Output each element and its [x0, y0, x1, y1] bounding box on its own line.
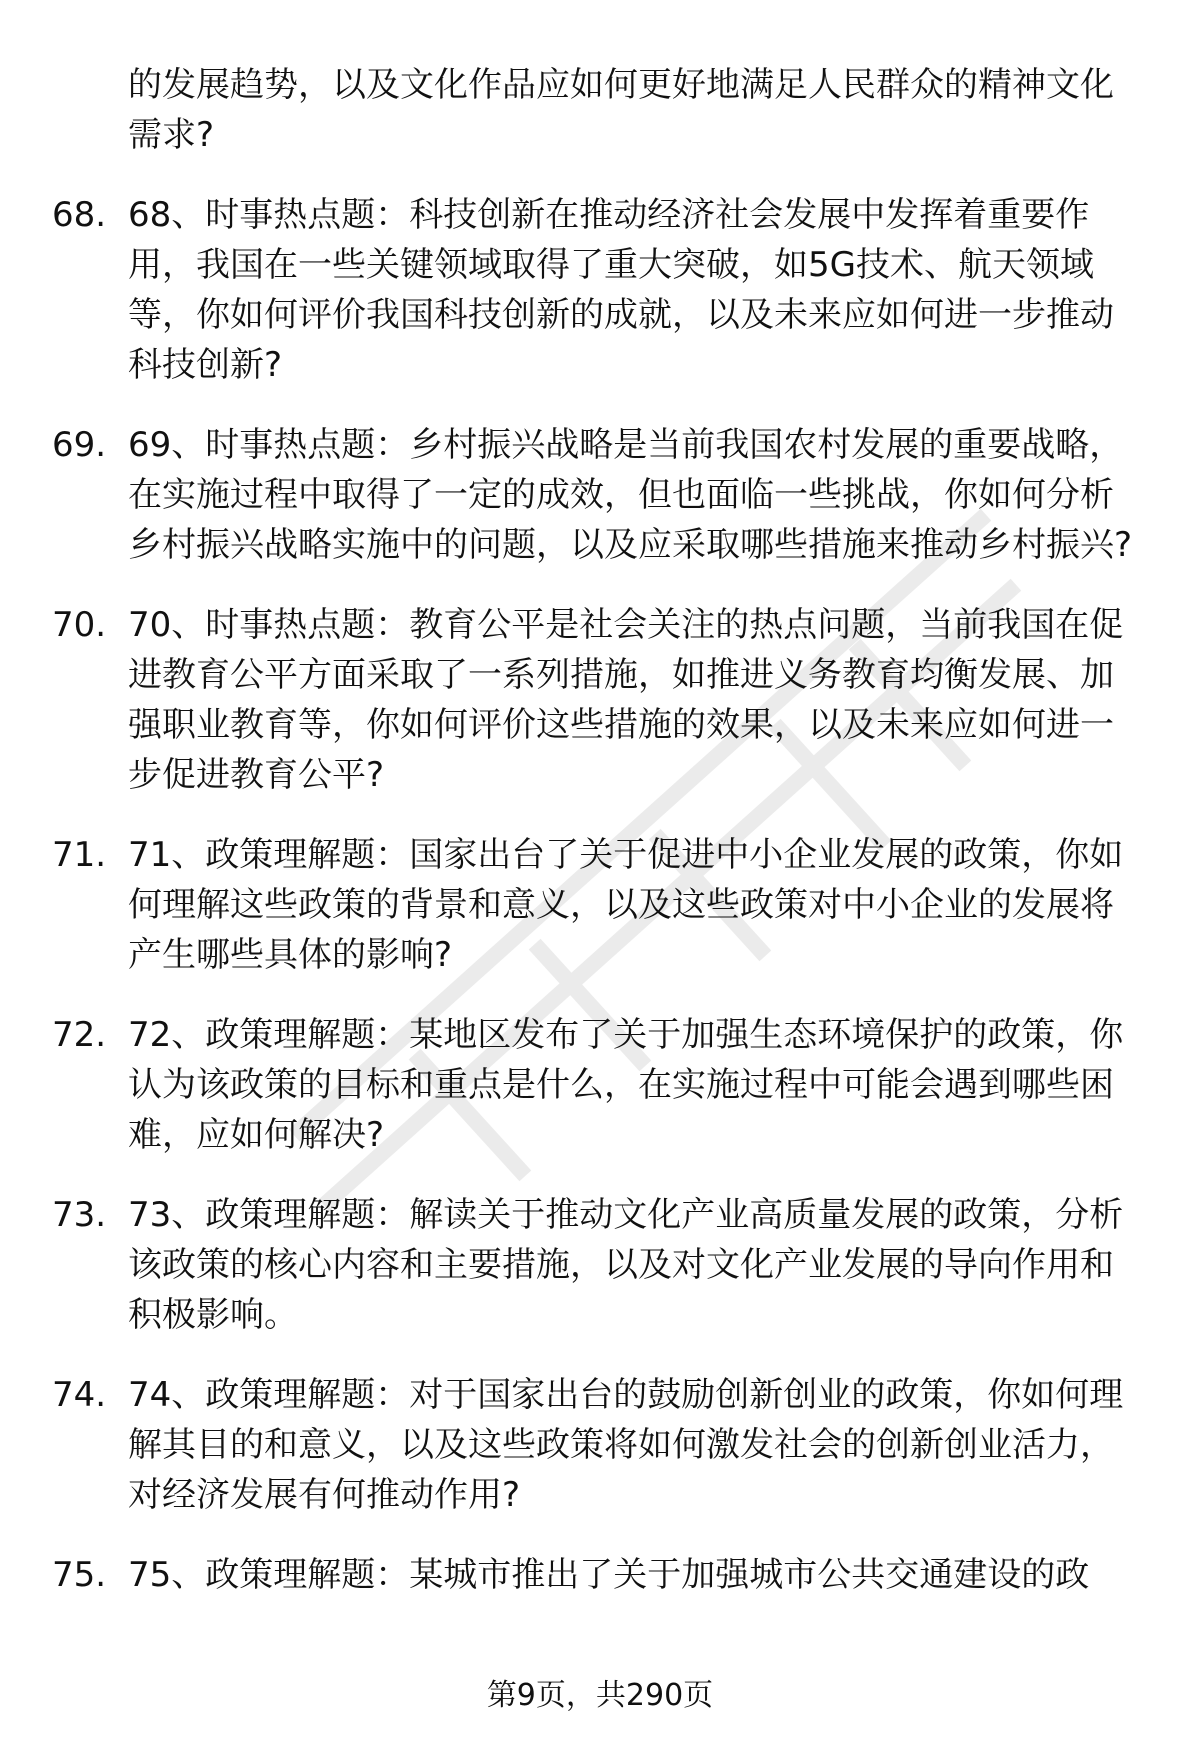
question-item: [0, 600, 1140, 800]
question-text: 68、时事热点题：科技创新在推动经济社会发展中发挥着重要作用，我国在一些关键领域取得了重大突破，如5G技术、航天领域等，你如何评价我国科技创新的成就，以及未来应如何进一步推动科技创新?: [128, 195, 1114, 385]
page-footer: 第9页，共290页: [486, 1678, 714, 1713]
question-number: 74.: [52, 1375, 107, 1415]
question-item: [0, 1010, 1140, 1160]
question-item: [0, 190, 1140, 390]
question-text: 75、政策理解题：某城市推出了关于加强城市公共交通建设的政: [128, 1555, 1090, 1595]
question-number: 68.: [52, 195, 107, 235]
question-number: 71.: [52, 835, 107, 875]
question-number: 70.: [52, 605, 107, 645]
question-text: 74、政策理解题：对于国家出台的鼓励创新创业的政策，你如何理解其目的和意义，以及这些政策将如何激发社会的创新创业活力，对经济发展有何推动作用?: [128, 1375, 1124, 1515]
question-text: 71、政策理解题：国家出台了关于促进中小企业发展的政策，你如何理解这些政策的背景和意义，以及这些政策对中小企业的发展将产生哪些具体的影响?: [128, 835, 1124, 975]
question-text: 72、政策理解题：某地区发布了关于加强生态环境保护的政策，你认为该政策的目标和重点是什么，在实施过程中可能会遇到哪些困难，应如何解决?: [128, 1015, 1124, 1155]
question-item: [0, 830, 1140, 980]
question-text: 70、时事热点题：教育公平是社会关注的热点问题，当前我国在促进教育公平方面采取了一系列措施，如推进义务教育均衡发展、加强职业教育等，你如何评价这些措施的效果，以及未来应如何进一步促进教育公平?: [128, 605, 1124, 795]
question-number: 75.: [52, 1555, 107, 1595]
question-list: [0, 190, 1200, 1600]
question-item: [0, 1190, 1140, 1340]
question-item: [0, 1370, 1140, 1520]
question-text: 69、时事热点题：乡村振兴战略是当前我国农村发展的重要战略，在实施过程中取得了一定的成效，但也面临一些挑战，你如何分析乡村振兴战略实施中的问题，以及应采取哪些措施来推动乡村振兴?: [128, 425, 1133, 565]
document-body: [0, 60, 1200, 1630]
question-number: 73.: [52, 1195, 107, 1235]
question-item: [0, 420, 1140, 570]
question-text: 73、政策理解题：解读关于推动文化产业高质量发展的政策，分析该政策的核心内容和主要措施，以及对文化产业发展的导向作用和积极影响。: [128, 1195, 1124, 1335]
question-number: 72.: [52, 1015, 107, 1055]
continuation-paragraph: 的发展趋势，以及文化作品应如何更好地满足人民群众的精神文化需求?: [128, 65, 1114, 155]
question-number: 69.: [52, 425, 107, 465]
question-item: [0, 1550, 1140, 1600]
